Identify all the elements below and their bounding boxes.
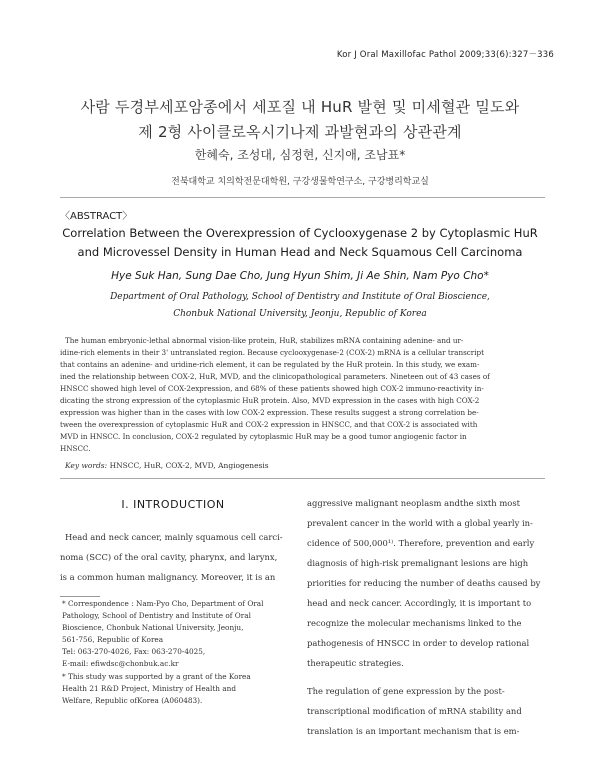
abstract-label: 〈ABSTRACT〉 — [60, 211, 133, 222]
english-title-line-2: and Microvessel Density in Human Head and Neck Squamous Cell Carcinoma — [77, 245, 523, 259]
english-affiliation-line-1: Department of Oral Pathology, School of Dentistry and Institute of Oral Bioscience, — [110, 292, 490, 302]
abstract-line: dicating the strong expression of the cytoplasmic HuR protein. Also, MVD expression in the cases with high COX-2 — [60, 396, 480, 405]
section-heading-introduction: I. INTRODUCTION — [121, 498, 225, 511]
english-title-line-1: Correlation Between the Overexpression of Cyclooxygenase 2 by Cytoplasmic HuR — [62, 226, 538, 240]
body-line: prevalent cancer in the world with a global yearly in- — [307, 518, 533, 528]
english-authors: Hye Suk Han, Sung Dae Cho, Jung Hyun Shim, Ji Ae Shin, Nam Pyo Cho* — [111, 270, 489, 282]
body-line: translation is an important mechanism that is em- — [307, 726, 520, 736]
abstract-line: MVD in HNSCC. In conclusion, COX-2 regulated by cytoplasmic HuR may be a good tumor angiogenic factor in — [60, 432, 467, 441]
abstract-line: HNSCC. — [60, 444, 91, 453]
body-line: noma (SCC) of the oral cavity, pharynx, and larynx, — [60, 552, 278, 562]
footnote-line: Bioscience, Chonbuk National University, Jeonju, — [62, 623, 244, 632]
english-affiliation-line-2: Chonbuk National University, Jeonju, Republic of Korea — [173, 309, 427, 319]
footnote-line: * This study was supported by a grant of the Korea — [62, 672, 251, 681]
body-line: The regulation of gene expression by the post- — [307, 686, 505, 696]
korean-authors: 한혜숙, 조성대, 심정현, 신지애, 조남표* — [194, 148, 406, 162]
footnote-line: Tel: 063-270-4026, Fax: 063-270-4025, — [62, 647, 206, 656]
abstract-line: expression was higher than in the cases with low COX-2 expression. These results suggest a strong correlation be- — [60, 408, 479, 417]
abstract-line: ined the relationship between COX-2, HuR, MVD, and the clinicopathological parameters. Nineteen out of 43 cases of — [60, 372, 490, 381]
abstract-line: HNSCC showed high level of COX-2expression, and 68% of these patients showed high COX-2 immuno-reactivity in- — [60, 384, 484, 393]
body-line: transcriptional modification of mRNA stability and — [307, 706, 522, 716]
body-line: therapeutic strategies. — [307, 658, 404, 668]
abstract-line: tween the overexpression of cytoplasmic HuR and COX-2 expression in HNSCC, and that COX-2 is associated with — [60, 420, 478, 429]
body-line: aggressive malignant neoplasm andthe sixth most — [307, 498, 520, 508]
keywords-list: HNSCC, HuR, COX-2, MVD, Angiogenesis — [109, 461, 269, 470]
abstract-line: idine-rich elements in their 3' untranslated region. Because cyclooxygenase-2 (COX-2) mRNA is a cellular transcript — [60, 348, 485, 357]
footnote-line: Health 21 R&D Project, Ministry of Health and — [62, 684, 237, 693]
body-line: recognize the molecular mechanisms linked to the — [307, 618, 522, 628]
footnote-line: Pathology, School of Dentistry and Institute of Oral — [62, 611, 251, 620]
korean-title-line-1: 사람 두경부세포암종에서 세포질 내 HuR 발현 및 미세혈관 밀도와 — [80, 98, 520, 116]
divider — [60, 197, 545, 198]
keywords-label: Key words: — [65, 461, 108, 470]
footnote-rule — [60, 596, 100, 597]
korean-title-line-2: 제 2형 사이클로옥시기나제 과발현과의 상관관계 — [138, 123, 462, 141]
divider — [60, 478, 545, 479]
body-line: cidence of 500,000¹⁾. Therefore, prevention and early — [307, 538, 535, 548]
korean-affiliation: 전북대학교 치의학전문대학원, 구강생물학연구소, 구강병리학교실 — [171, 177, 429, 187]
footnote-line: E-mail: efiwdsc@chonbuk.ac.kr — [62, 659, 179, 668]
abstract-line: that contains an adenine- and uridine-rich element, it can be regulated by the HuR protein. In this study, we exam- — [60, 360, 480, 369]
journal-citation: Kor J Oral Maxillofac Pathol 2009;33(6):327－336 — [336, 50, 554, 60]
body-line: pathogenesis of HNSCC in order to develop rational — [307, 638, 530, 648]
body-line: priorities for reducing the number of deaths caused by — [307, 578, 541, 588]
footnote-line: Welfare, Republic ofKorea (A060483). — [62, 696, 203, 705]
body-line: head and neck cancer. Accordingly, it is important to — [307, 598, 532, 608]
body-line: Head and neck cancer, mainly squamous cell carci- — [65, 532, 283, 542]
body-line: is a common human malignancy. Moreover, it is an — [60, 572, 276, 582]
body-line: diagnosis of high-risk premalignant lesions are high — [307, 558, 529, 568]
keywords — [65, 461, 269, 470]
abstract-line: The human embryonic-lethal abnormal vision-like protein, HuR, stabilizes mRNA containing adenine- and ur- — [65, 336, 464, 345]
footnote-line: 561-756, Republic of Korea — [62, 635, 164, 644]
footnote-line: * Correspondence : Nam-Pyo Cho, Department of Oral — [62, 599, 264, 608]
